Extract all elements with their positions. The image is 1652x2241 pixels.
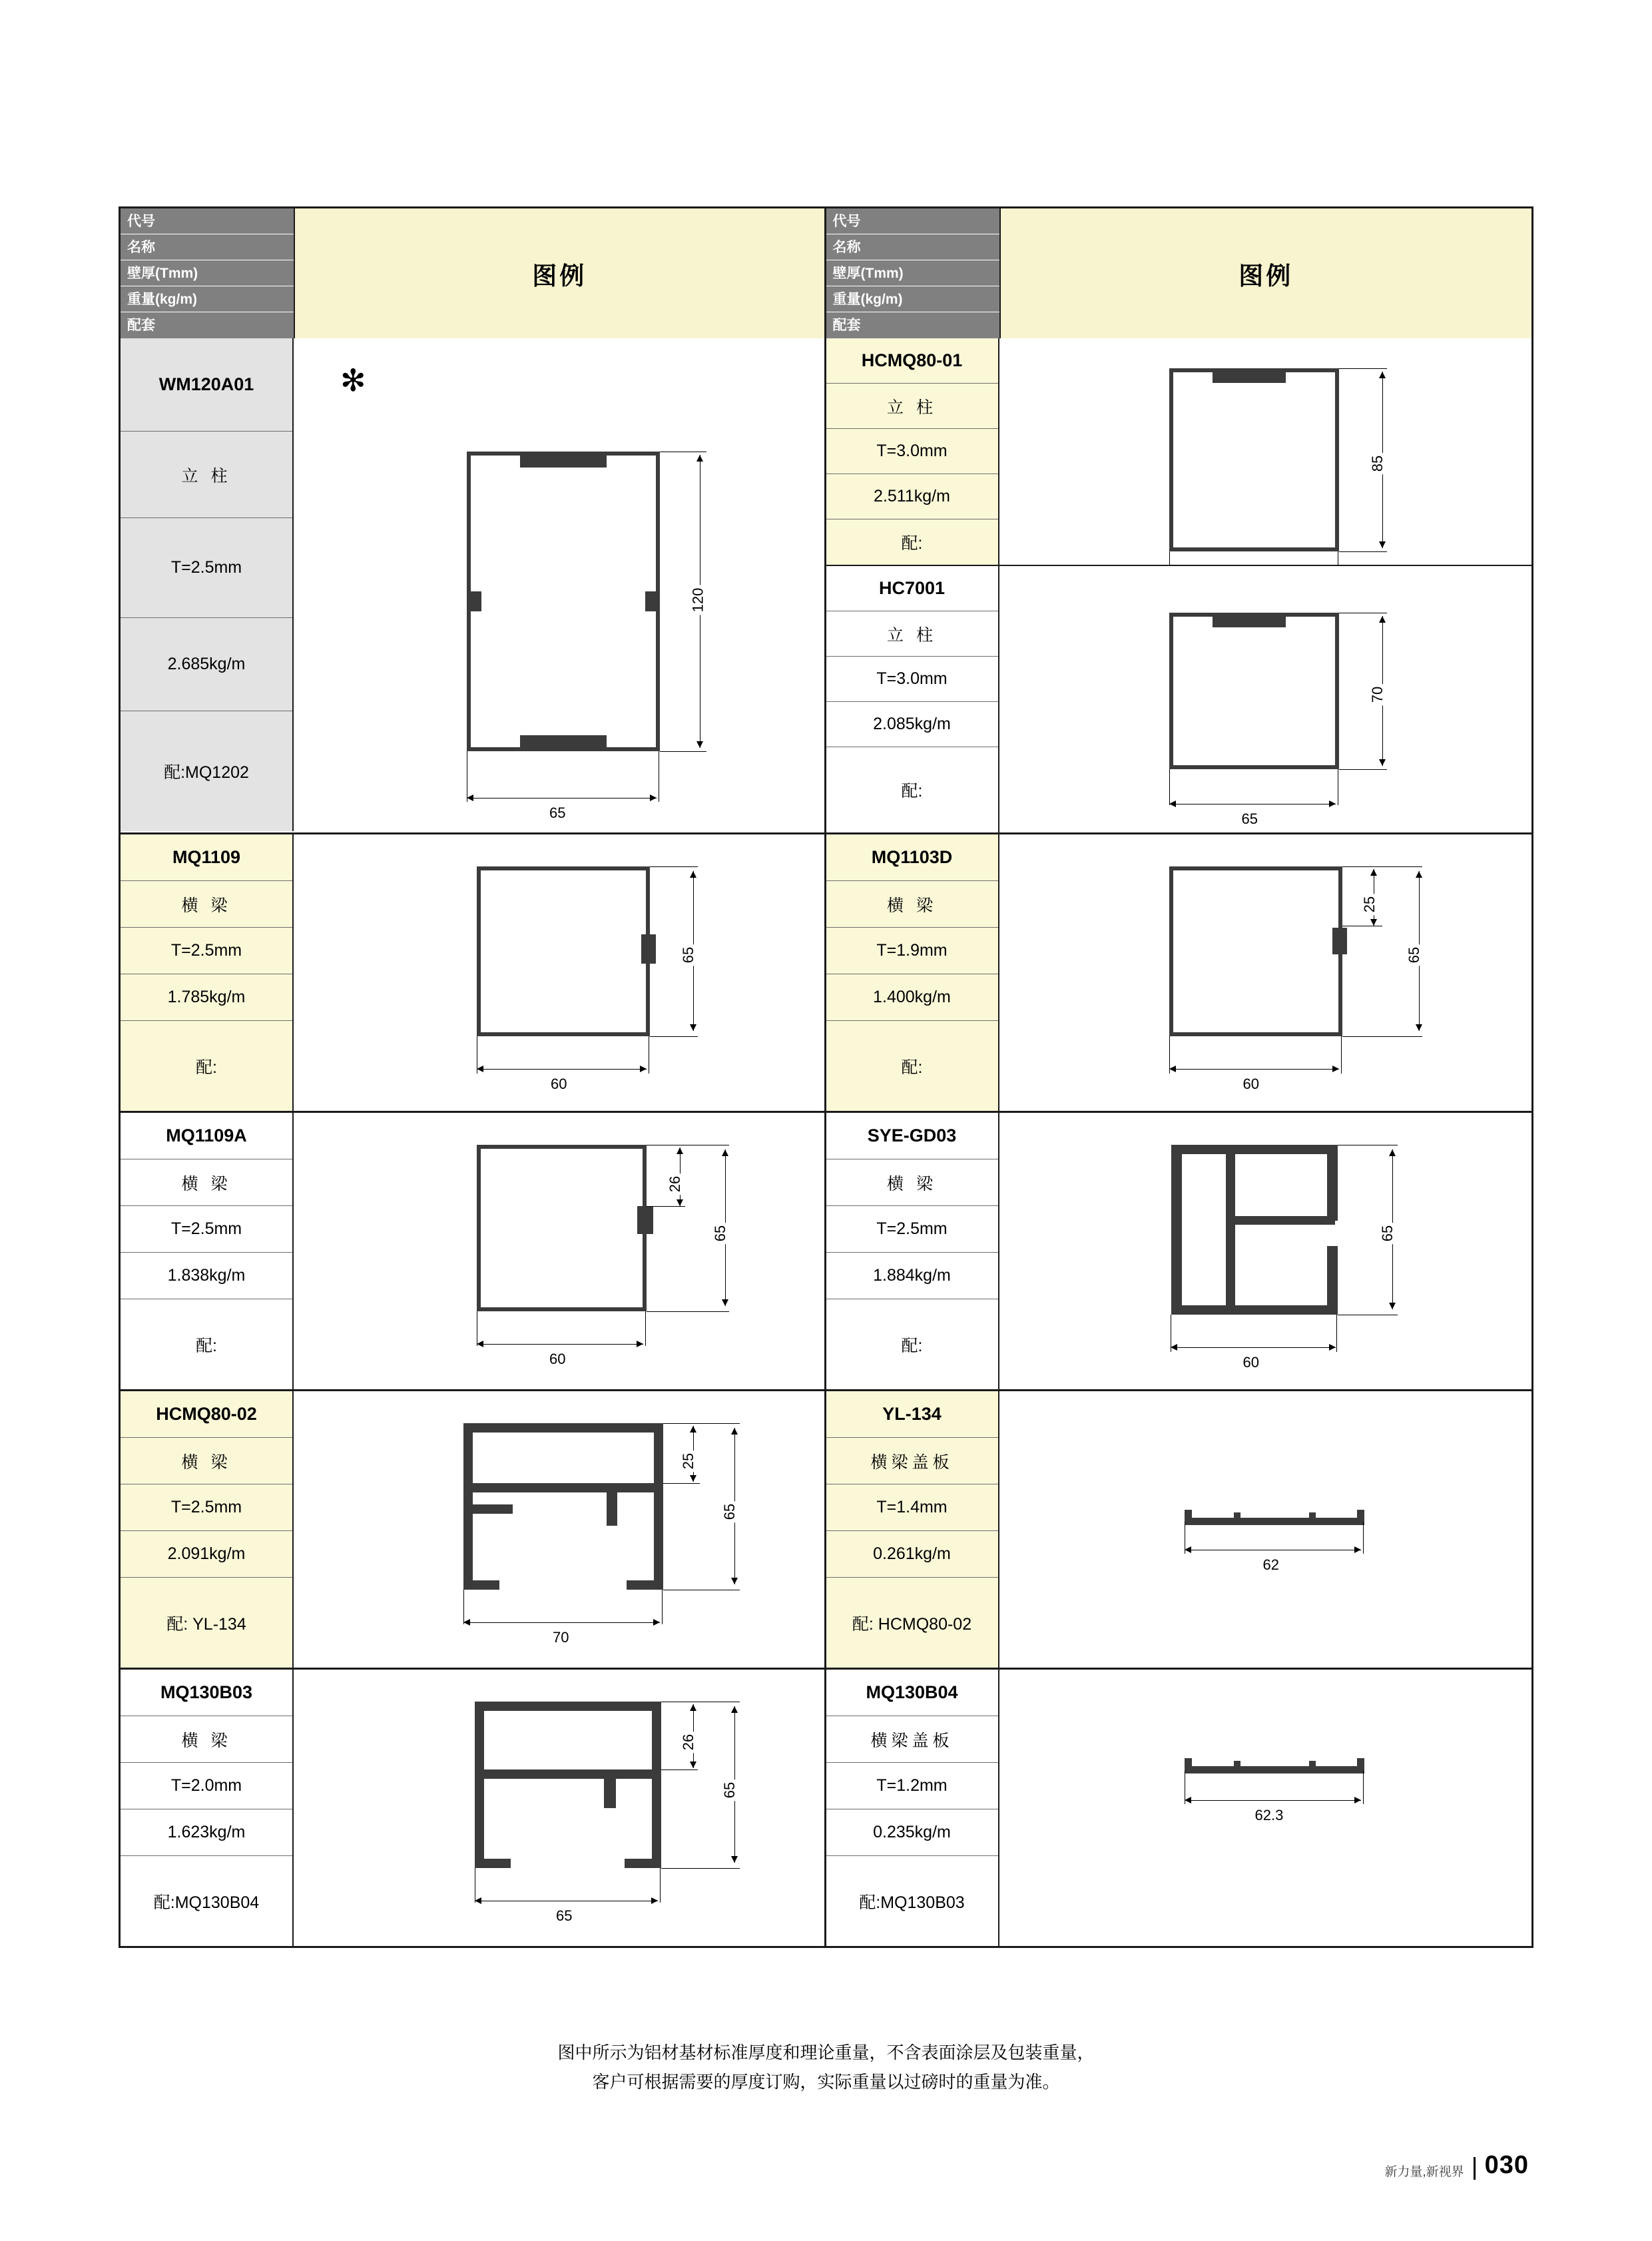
profile-match: 配: [826, 747, 998, 832]
dimension-width: 60 [1240, 1076, 1262, 1093]
profile-drawing-mq130b03 [294, 1670, 824, 1946]
profile-code: YL-134 [826, 1391, 998, 1438]
profile-thickness: T=3.0mm [826, 657, 998, 702]
profile-name: 横 梁 [121, 1438, 292, 1484]
table-row [121, 1111, 824, 1389]
profile-thickness: T=2.5mm [121, 518, 292, 618]
dimension-width: 65 [547, 804, 568, 822]
spec-block-hc7001 [826, 566, 999, 832]
profile-thickness: T=2.5mm [121, 928, 292, 974]
dimension-height: 65 [1406, 944, 1423, 966]
profile-match: 配:MQ130B03 [826, 1856, 998, 1946]
spec-block-mq1103d [826, 834, 999, 1111]
profile-drawing-hc7001 [999, 566, 1532, 832]
dimension-height: 65 [721, 1779, 738, 1801]
header-label-name: 名称 [826, 234, 999, 260]
profile-name: 横 梁 [121, 1159, 292, 1206]
dimension-width: 60 [547, 1351, 568, 1368]
table-row [826, 1668, 1532, 1946]
profile-code: MQ130B04 [826, 1670, 998, 1716]
profile-drawing-mq1103d [999, 834, 1532, 1111]
asterisk-marker: ✻ [340, 363, 366, 398]
table-row [826, 1389, 1532, 1668]
footnote-line-1: 图中所示为铝材基材标准厚度和理论重量，不含表面涂层及包装重量， [557, 2043, 1095, 2063]
spec-block-mq130b04 [826, 1670, 999, 1946]
header-label-weight: 重量(kg/m) [121, 286, 294, 312]
profile-match: 配:MQ130B04 [121, 1856, 292, 1946]
profile-weight: 0.235kg/m [826, 1809, 998, 1856]
profile-name: 立 柱 [826, 611, 998, 657]
table-row [826, 1111, 1532, 1389]
profile-thickness: T=2.5mm [826, 1206, 998, 1253]
profile-match: 配: [121, 1299, 292, 1389]
profile-match: 配: HCMQ80-02 [826, 1578, 998, 1668]
table-row [826, 565, 1532, 832]
profile-match: 配: YL-134 [121, 1578, 292, 1668]
spec-block-sye-gd03 [826, 1113, 999, 1389]
profile-code: SYE-GD03 [826, 1113, 998, 1159]
profile-match: 配: [121, 1021, 292, 1111]
profile-weight: 1.884kg/m [826, 1253, 998, 1299]
profile-name: 横 梁 [826, 1159, 998, 1206]
profile-drawing-sye-gd03 [999, 1113, 1532, 1389]
dimension-width: 62.3 [1252, 1807, 1286, 1824]
profile-name: 横 梁 [121, 1716, 292, 1763]
spec-block-hcmq80-02 [121, 1391, 294, 1668]
profile-drawing-mq1109 [294, 834, 824, 1111]
header-labels-right [826, 208, 999, 338]
table-header [121, 208, 1531, 338]
profile-weight: 1.400kg/m [826, 974, 998, 1021]
table-row [121, 832, 824, 1111]
spec-block-yl-134 [826, 1391, 999, 1668]
header-label-match: 配套 [121, 312, 294, 338]
dimension-sub: 26 [680, 1732, 697, 1753]
dimension-sub: 26 [667, 1173, 684, 1195]
profile-weight: 2.085kg/m [826, 702, 998, 747]
spec-block-mq1109 [121, 834, 294, 1111]
profile-name: 立 柱 [826, 384, 998, 429]
header-label-match: 配套 [826, 312, 999, 338]
footer-divider [1474, 2157, 1476, 2180]
profile-code: MQ1109A [121, 1113, 292, 1159]
profile-weight: 2.091kg/m [121, 1531, 292, 1578]
spec-block-wm120a01 [121, 338, 294, 831]
spec-block-mq130b03 [121, 1670, 294, 1946]
profile-code: MQ1109 [121, 834, 292, 881]
profile-thickness: T=2.0mm [121, 1763, 292, 1809]
header-right [826, 208, 1532, 338]
profile-thickness: T=2.5mm [121, 1206, 292, 1253]
table-row [121, 1668, 824, 1946]
dimension-height: 85 [1369, 453, 1386, 474]
profile-thickness: T=3.0mm [826, 429, 998, 474]
profile-name: 横 梁 [826, 881, 998, 928]
dimension-width: 70 [550, 1629, 571, 1646]
profile-thickness: T=1.4mm [826, 1484, 998, 1531]
profile-match: 配: [826, 519, 998, 565]
table-row [826, 338, 1532, 565]
header-label-weight: 重量(kg/m) [826, 286, 999, 312]
table-row [121, 1389, 824, 1668]
profile-drawing-hcmq80-01 [999, 338, 1532, 565]
profile-match: 配:MQ1202 [121, 711, 292, 831]
profile-code: WM120A01 [121, 338, 292, 432]
dimension-height: 65 [712, 1223, 729, 1244]
profile-weight: 2.511kg/m [826, 474, 998, 519]
footnote-line-2: 客户可根据需要的厚度订购，实际重量以过磅时的重量为准。 [592, 2072, 1060, 2092]
profile-thickness: T=1.2mm [826, 1763, 998, 1809]
profile-drawing-mq1109a [294, 1113, 824, 1389]
profile-table [119, 206, 1533, 1948]
profile-weight: 1.623kg/m [121, 1809, 292, 1856]
profile-code: MQ130B03 [121, 1670, 292, 1716]
dimension-width: 60 [1240, 1354, 1262, 1371]
dimension-sub: 25 [1361, 894, 1378, 915]
profile-match: 配: [826, 1021, 998, 1111]
page-number: 030 [1484, 2151, 1529, 2179]
dimension-width: 62 [1260, 1556, 1282, 1574]
brand-slogan: 新力量,新视界 [1384, 2165, 1464, 2179]
profile-code: HCMQ80-01 [826, 338, 998, 384]
profile-weight: 1.785kg/m [121, 974, 292, 1021]
profile-name: 横梁盖板 [826, 1716, 998, 1763]
profile-name: 立 柱 [121, 432, 292, 518]
profile-drawing-mq130b04 [999, 1670, 1532, 1946]
dimension-width: 60 [548, 1076, 569, 1093]
page-footer [1384, 2151, 1529, 2180]
header-labels-left [121, 208, 294, 338]
profile-code: HCMQ80-02 [121, 1391, 292, 1438]
profile-code: MQ1103D [826, 834, 998, 881]
profile-drawing-yl-134 [999, 1391, 1532, 1668]
table-row [826, 832, 1532, 1111]
profile-name: 横 梁 [121, 881, 292, 928]
header-left [121, 208, 826, 338]
header-label-name: 名称 [121, 234, 294, 260]
dimension-height: 65 [680, 944, 697, 966]
header-figure-title-left: 图例 [294, 208, 824, 338]
dimension-height: 65 [1379, 1223, 1396, 1244]
profile-code: HC7001 [826, 566, 998, 611]
header-label-code: 代号 [121, 208, 294, 234]
profile-weight: 0.261kg/m [826, 1531, 998, 1578]
dimension-height: 65 [721, 1501, 738, 1522]
profile-match: 配: [826, 1299, 998, 1389]
header-label-thickness: 壁厚(Tmm) [121, 260, 294, 286]
spec-block-mq1109a [121, 1113, 294, 1389]
profile-thickness: T=1.9mm [826, 928, 998, 974]
header-label-code: 代号 [826, 208, 999, 234]
profile-weight: 1.838kg/m [121, 1253, 292, 1299]
dimension-width: 65 [553, 1907, 575, 1925]
dimension-sub: 25 [680, 1450, 697, 1472]
profile-drawing-wm120a01 [294, 338, 824, 831]
header-figure-title-right: 图例 [999, 208, 1532, 338]
footnote [0, 2038, 1652, 2096]
spec-block-hcmq80-01 [826, 338, 999, 565]
profile-name: 横梁盖板 [826, 1438, 998, 1484]
dimension-height: 70 [1369, 684, 1386, 705]
dimension-height: 120 [689, 585, 706, 615]
table-row [121, 338, 824, 831]
profile-weight: 2.685kg/m [121, 618, 292, 711]
dimension-width: 65 [1239, 810, 1260, 828]
header-label-thickness: 壁厚(Tmm) [826, 260, 999, 286]
profile-thickness: T=2.5mm [121, 1484, 292, 1531]
profile-drawing-hcmq80-02 [294, 1391, 824, 1668]
